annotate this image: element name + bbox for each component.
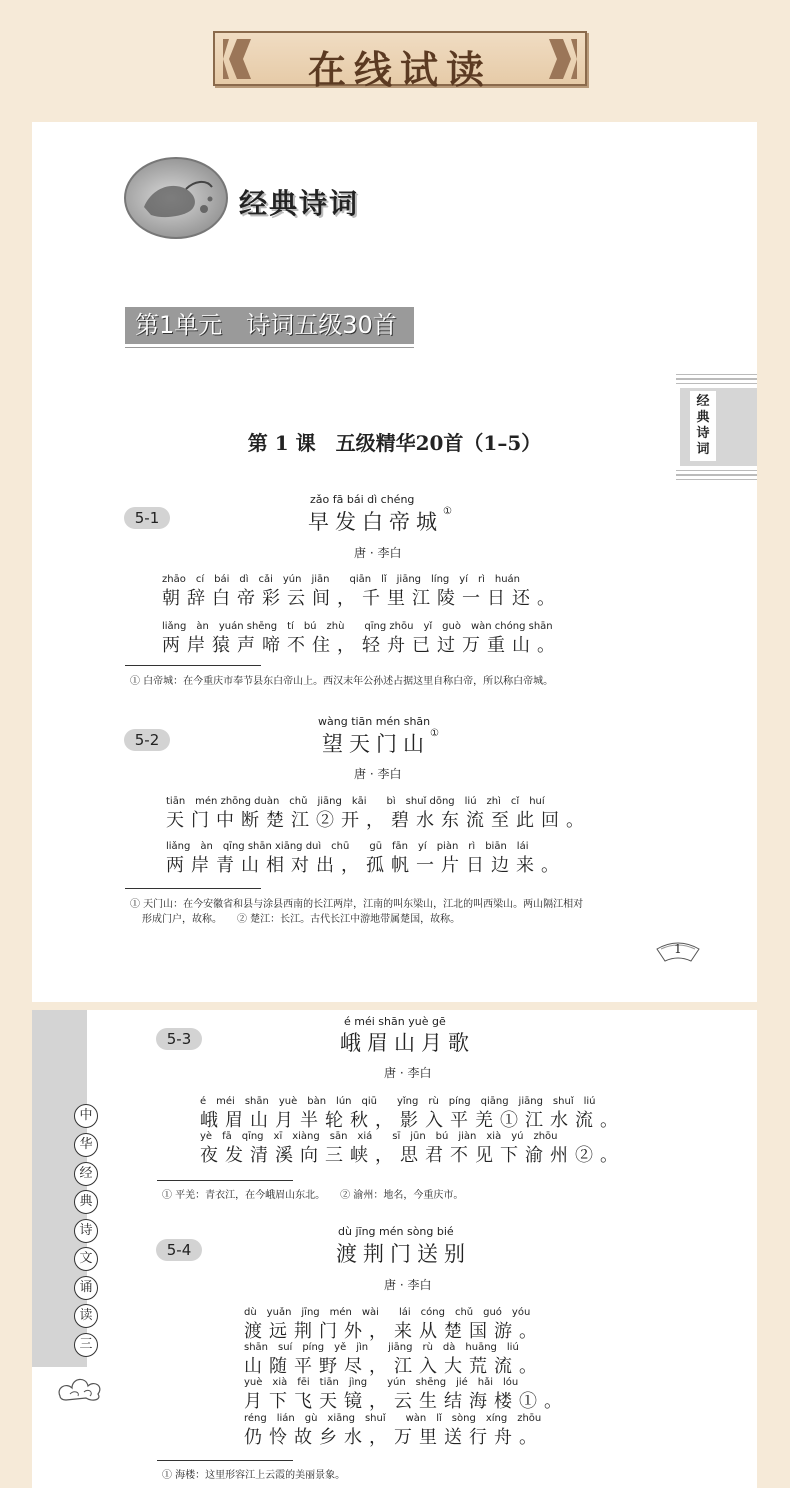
poem-title: 渡荆门送别 bbox=[336, 1242, 471, 1266]
verse-line bbox=[200, 1127, 625, 1165]
verse-line bbox=[162, 570, 562, 608]
poem-title bbox=[308, 506, 458, 536]
verse-text: 天门中断楚江②开，碧水东流至此回。 bbox=[166, 810, 591, 831]
poem-title-text: 望天门山 bbox=[322, 732, 430, 756]
verse-pinyin: liǎng àn qīng shān xiāng duì chū gū fān yí piàn rì biān lái bbox=[166, 841, 529, 852]
verse-pinyin: réng lián gù xiāng shuǐ wàn lǐ sòng xíng zhōu bbox=[244, 1413, 542, 1424]
poem-author: 唐 · 李白 bbox=[354, 546, 402, 560]
bracket-right-icon bbox=[549, 39, 577, 79]
spine-char: 中 bbox=[74, 1104, 98, 1128]
verse-line bbox=[244, 1338, 544, 1376]
poem-title: 峨眉山月歌 bbox=[340, 1031, 475, 1055]
spine-char: 华 bbox=[74, 1133, 98, 1157]
lesson-title: 第 1 课 五级精华20首（1–5） bbox=[247, 431, 542, 455]
poem-author: 唐 · 李白 bbox=[384, 1066, 432, 1080]
verse-line bbox=[166, 792, 591, 830]
verse-text: 渡远荆门外，来从楚国游。 bbox=[244, 1321, 544, 1342]
footnote: ① 天门山：在今安徽省和县与涂县西南的长江两岸，江南的叫东梁山，江北的叫西梁山。两山隔江相对 bbox=[130, 899, 584, 910]
verse-text: 峨眉山月半轮秋，影入平羌①江水流。 bbox=[200, 1110, 625, 1131]
verse-text: 仍怜故乡水，万里送行舟。 bbox=[244, 1427, 544, 1448]
verse-text: 两岸青山相对出，孤帆一片日边来。 bbox=[166, 855, 566, 876]
footnote: ① 白帝城：在今重庆市奉节县东白帝山上。西汉末年公孙述占据这里自称白帝，所以称白帝城。 bbox=[130, 676, 554, 687]
poem-number-badge: 5-4 bbox=[156, 1239, 202, 1261]
side-tab-char: 典 bbox=[696, 410, 710, 425]
divider bbox=[676, 475, 757, 480]
poem-title bbox=[322, 728, 445, 758]
footnote: 形成门户，故称。 ② 楚江：长江。古代长江中游地带属楚国，故称。 bbox=[142, 914, 461, 925]
ink-painting-icon bbox=[126, 159, 226, 237]
side-tab-char: 词 bbox=[696, 442, 710, 457]
section-title: 经典诗词 bbox=[239, 187, 360, 220]
banner-title: 在线试读 bbox=[307, 48, 492, 92]
verse-pinyin: é méi shān yuè bàn lún qiū yǐng rù píng qiāng jiāng shuǐ liú bbox=[200, 1096, 596, 1107]
footnote-rule bbox=[125, 665, 261, 666]
spine-char: 三 bbox=[74, 1333, 98, 1357]
spine-char: 诵 bbox=[74, 1276, 98, 1300]
verse-pinyin: liǎng àn yuán shēng tí bú zhù qīng zhōu yǐ guò wàn chóng shān bbox=[162, 621, 553, 632]
poem-author: 唐 · 李白 bbox=[354, 767, 402, 781]
verse-text: 夜发清溪向三峡，思君不见下渝州②。 bbox=[200, 1145, 625, 1166]
footnote-mark: ① bbox=[443, 506, 458, 517]
footnote: ① 平羌：青衣江，在今峨眉山东北。 ② 渝州：地名，今重庆市。 bbox=[162, 1190, 464, 1201]
verse-pinyin: tiān mén zhōng duàn chǔ jiāng kāi bì shuǐ dōng liú zhì cǐ huí bbox=[166, 796, 545, 807]
page-number-text: 1 bbox=[674, 942, 682, 956]
divider bbox=[125, 347, 414, 348]
verse-text: 两岸猿声啼不住，轻舟已过万重山。 bbox=[162, 635, 562, 656]
divider bbox=[676, 379, 757, 384]
verse-line bbox=[166, 837, 566, 875]
spine-char: 文 bbox=[74, 1247, 98, 1271]
verse-text: 朝辞白帝彩云间，千里江陵一日还。 bbox=[162, 588, 562, 609]
unit-title: 第1单元 诗词五级30首 bbox=[125, 307, 414, 344]
cloud-ornament-icon bbox=[56, 1370, 104, 1404]
footnote-rule bbox=[157, 1460, 293, 1461]
section-logo-image bbox=[124, 157, 228, 239]
poem-author: 唐 · 李白 bbox=[384, 1278, 432, 1292]
poem-title-pinyin: wàng tiān mén shān bbox=[318, 715, 431, 728]
footnote-mark: ① bbox=[430, 728, 445, 739]
header-banner bbox=[213, 31, 587, 92]
spine-char: 典 bbox=[74, 1190, 98, 1214]
poem-title-pinyin: dù jīng mén sòng bié bbox=[338, 1225, 454, 1238]
poem-number-badge: 5-3 bbox=[156, 1028, 202, 1050]
verse-line bbox=[162, 617, 562, 655]
spine-char: 读 bbox=[74, 1304, 98, 1328]
footnote-rule bbox=[125, 888, 261, 889]
verse-text: 山随平野尽，江入大荒流。 bbox=[244, 1356, 544, 1377]
page-number bbox=[655, 939, 701, 963]
poem-title-pinyin: é méi shān yuè gē bbox=[344, 1015, 446, 1028]
poem-title-pinyin: zǎo fā bái dì chéng bbox=[310, 493, 415, 506]
verse-line bbox=[244, 1373, 569, 1411]
verse-line bbox=[244, 1409, 544, 1447]
spine-char: 经 bbox=[74, 1162, 98, 1186]
book-page-1 bbox=[32, 122, 757, 1002]
verse-text: 月下飞天镜，云生结海楼①。 bbox=[244, 1391, 569, 1412]
side-tab-char: 经 bbox=[696, 394, 710, 409]
side-tab-char: 诗 bbox=[696, 426, 710, 441]
poem-number-badge: 5-1 bbox=[124, 507, 170, 529]
footnote-rule bbox=[157, 1180, 293, 1181]
verse-line bbox=[244, 1303, 544, 1341]
poem-title-text: 早发白帝城 bbox=[308, 510, 443, 534]
verse-pinyin: dù yuǎn jīng mén wài lái cóng chǔ guó yóu bbox=[244, 1307, 531, 1318]
verse-pinyin: zhāo cí bái dì cǎi yún jiān qiān lǐ jiāng líng yí rì huán bbox=[162, 574, 520, 585]
verse-pinyin: yuè xià fēi tiān jìng yún shēng jié hǎi lóu bbox=[244, 1377, 519, 1388]
footnote: ① 海楼：这里形容江上云霞的美丽景象。 bbox=[162, 1470, 346, 1481]
verse-line bbox=[200, 1092, 625, 1130]
verse-pinyin: yè fā qīng xī xiàng sān xiá sī jūn bú jiàn xià yú zhōu bbox=[200, 1131, 558, 1142]
verse-pinyin: shān suí píng yě jìn jiāng rù dà huāng liú bbox=[244, 1342, 519, 1353]
spine-char: 诗 bbox=[74, 1219, 98, 1243]
poem-number-badge: 5-2 bbox=[124, 729, 170, 751]
